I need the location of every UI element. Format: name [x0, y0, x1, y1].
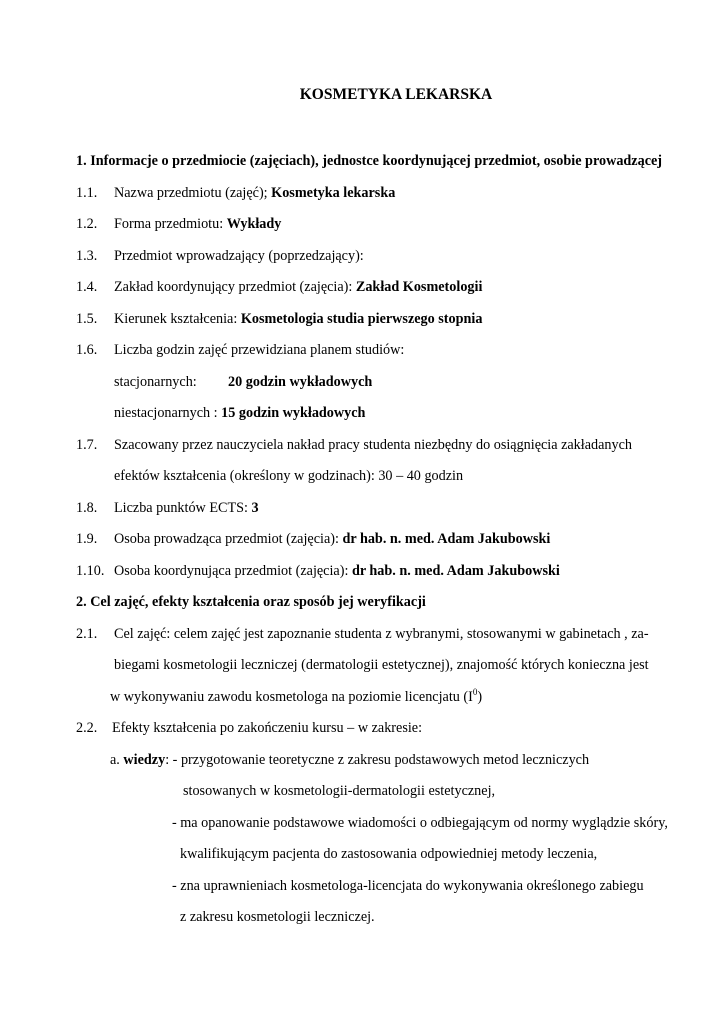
item-text: Osoba koordynująca przedmiot (zajęcia): [114, 563, 352, 579]
item-number: 1.8. [76, 500, 98, 516]
hours-stationary-label: stacjonarnych: [114, 374, 197, 390]
hours-part-time [114, 404, 365, 422]
item-text: Cel zajęć: celem zajęć jest zapoznanie studenta z wybranymi, stosowanymi w gabinetach , za- [114, 626, 649, 642]
item-text-end: ) [477, 689, 483, 705]
item-text: Osoba prowadząca przedmiot (zajęcia): [114, 531, 343, 547]
item-1-3 [76, 247, 364, 265]
item-value: Wykłady [226, 216, 282, 232]
item-1-9 [76, 530, 550, 548]
item-text: Liczba punktów ECTS: [114, 500, 252, 516]
section-1-heading: 1. Informacje o przedmiocie (zajęciach), jednostce koordynującej przedmiot, osobie prowadzącej [76, 153, 663, 169]
item-number: 1.5. [76, 311, 98, 327]
knowledge-prefix: a. [110, 752, 124, 768]
hours-stationary-value: 20 godzin wykładowych [228, 374, 373, 390]
item-value: 3 [251, 500, 259, 516]
item-number: 1.4. [76, 279, 98, 295]
knowledge-line-3: - ma opanowanie podstawowe wiadomości o odbiegającym od normy wyglądzie skóry, [172, 815, 668, 831]
item-text: Forma przedmiotu: [114, 216, 227, 232]
item-2-1 [76, 625, 649, 643]
item-text: Kierunek kształcenia: [114, 311, 241, 327]
item-number: 1.2. [76, 216, 98, 232]
hours-stationary [114, 373, 372, 391]
knowledge-line-1 [110, 751, 589, 769]
item-1-4 [76, 278, 482, 296]
item-1-7 [76, 436, 632, 454]
item-text: Liczba godzin zajęć przewidziana planem studiów: [114, 342, 405, 358]
item-number: 2.2. [76, 720, 98, 736]
item-text: Nazwa przedmiotu (zajęć); [114, 185, 272, 201]
item-1-7-continued: efektów kształcenia (określony w godzinach): 30 – 40 godzin [114, 468, 464, 484]
item-2-2 [76, 719, 422, 737]
item-2-1-line-2: biegami kosmetologii leczniczej (dermatologii estetycznej), znajomość których konieczna jest [114, 657, 649, 673]
page-title: KOSMETYKA LEKARSKA [299, 86, 493, 103]
item-value: dr hab. n. med. Adam Jakubowski [342, 531, 551, 547]
knowledge-text: : - przygotowanie teoretyczne z zakresu podstawowych metod leczniczych [165, 752, 590, 768]
item-number: 2.1. [76, 626, 98, 642]
hours-part-time-value: 15 godzin wykładowych [221, 405, 366, 421]
item-text: Przedmiot wprowadzający (poprzedzający): [114, 248, 364, 264]
item-number: 1.9. [76, 531, 98, 547]
item-number: 1.7. [76, 437, 98, 453]
item-1-1 [76, 184, 395, 202]
item-text: Szacowany przez nauczyciela nakład pracy studenta niezbędny do osiągnięcia zakładanych [114, 437, 632, 453]
knowledge-line-2: stosowanych w kosmetologii-dermatologii estetycznej, [183, 783, 496, 799]
item-text: Zakład koordynujący przedmiot (zajęcia): [114, 279, 356, 295]
knowledge-line-5: - zna uprawnieniach kosmetologa-licencjata do wykonywania określonego zabiegu [172, 878, 644, 894]
hours-part-time-label: niestacjonarnych : [114, 405, 222, 421]
item-1-2 [76, 215, 281, 233]
item-1-10 [76, 562, 560, 580]
item-2-1-line-3 [110, 688, 482, 706]
knowledge-line-4: kwalifikującym pacjenta do zastosowania odpowiedniej metody leczenia, [180, 846, 598, 862]
item-value: Zakład Kosmetologii [355, 279, 483, 295]
knowledge-line-6: z zakresu kosmetologii leczniczej. [180, 909, 375, 925]
superscript: 0 [472, 687, 478, 697]
item-1-8 [76, 499, 259, 517]
item-number: 1.6. [76, 342, 98, 358]
item-text: Efekty kształcenia po zakończeniu kursu – w zakresie: [112, 720, 423, 736]
item-1-5 [76, 310, 482, 328]
item-value: Kosmetologia studia pierwszego stopnia [240, 311, 483, 327]
item-value: Kosmetyka lekarska [271, 185, 396, 201]
item-number: 1.1. [76, 185, 98, 201]
section-2-heading: 2. Cel zajęć, efekty kształcenia oraz sposób jej weryfikacji [76, 594, 426, 610]
item-number: 1.3. [76, 248, 98, 264]
knowledge-label: wiedzy [123, 752, 166, 768]
item-text: w wykonywaniu zawodu kosmetologa na poziomie licencjatu (I [110, 689, 473, 705]
item-1-6 [76, 341, 404, 359]
item-number: 1.10. [76, 563, 105, 579]
item-value: dr hab. n. med. Adam Jakubowski [351, 563, 560, 579]
